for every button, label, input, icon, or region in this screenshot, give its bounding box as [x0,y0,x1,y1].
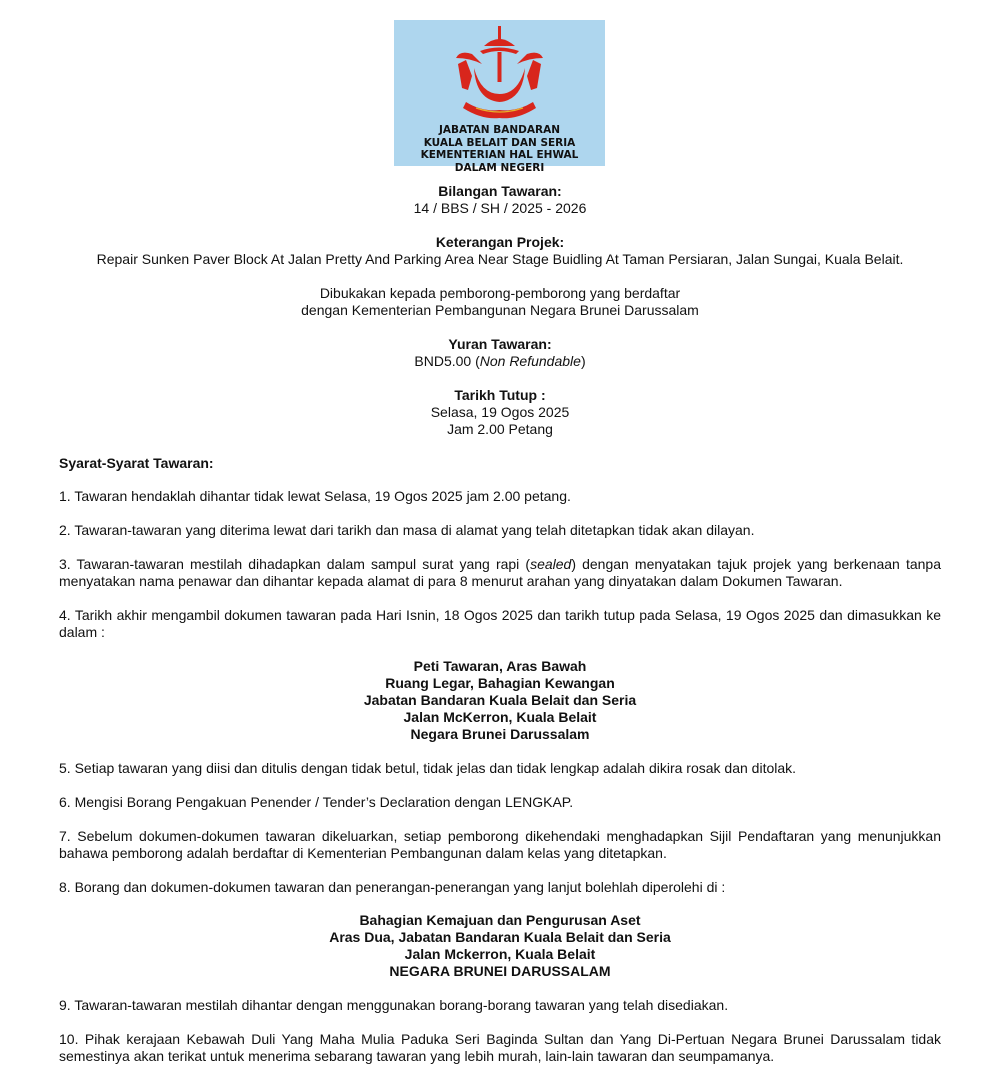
address-line: Aras Dua, Jabatan Bandaran Kuala Belait dan Seria [329,929,671,945]
address-line: Jalan McKerron, Kuala Belait [403,709,597,725]
conditions-heading: Syarat-Syarat Tawaran: [59,455,214,471]
tender-number-value: 14 / BBS / SH / 2025 - 2026 [413,200,587,216]
condition-1: 1. Tawaran hendaklah dihantar tidak lewat Selasa, 19 Ogos 2025 jam 2.00 petang. [59,488,571,504]
logo-line-2: KUALA BELAIT DAN SERIA [423,136,576,149]
tender-number-section [0,183,1000,217]
condition-3 [59,556,941,590]
closing-label: Tarikh Tutup : [454,387,546,403]
fee-section [0,336,1000,370]
condition-8: 8. Borang dan dokumen-dokumen tawaran dan penerangan-penerangan yang lanjut bolehlah diperolehi di : [59,879,726,895]
closing-section [0,387,1000,438]
fee-value [0,353,1000,370]
condition-9: 9. Tawaran-tawaran mestilah dihantar dengan menggunakan borang-borang tawaran yang telah disediakan. [59,997,729,1013]
condition-3-emphasis: sealed [530,556,572,572]
project-label: Keterangan Projek: [435,234,565,250]
logo-line-4: DALAM NEGERI [454,161,545,174]
address-line: Negara Brunei Darussalam [410,726,590,742]
closing-time: Jam 2.00 Petang [447,421,553,437]
tender-number-label: Bilangan Tawaran: [438,183,562,199]
fee-label: Yuran Tawaran: [448,336,552,352]
condition-5: 5. Setiap tawaran yang diisi dan ditulis dengan tidak betul, tidak jelas dan tidak lengkap adalah dikira rosak dan ditolak. [59,760,797,776]
address-line: NEGARA BRUNEI DARUSSALAM [389,963,611,979]
condition-4: 4. Tarikh akhir mengambil dokumen tawaran pada Hari Isnin, 18 Ogos 2025 dan tarikh tutup pada Selasa, 19 Ogos 2025 dan dimasukkan ke dalam : [59,607,941,640]
project-section [0,234,1000,268]
tender-box-address [0,658,1000,743]
eligibility-line-1: Dibukakan kepada pemborong-pemborong yang berdaftar [319,285,681,301]
document-collection-address [0,912,1000,980]
closing-date: Selasa, 19 Ogos 2025 [430,404,570,420]
logo-line-3: KEMENTERIAN HAL EHWAL [420,149,579,161]
fee-amount: BND5.00 ( [414,353,480,369]
condition-3-part-a: 3. Tawaran-tawaran mestilah dihadapkan dalam sampul surat yang rapi ( [59,556,531,572]
eligibility-section [0,285,1000,319]
fee-close: ) [580,353,586,369]
logo-line-1: JABATAN BANDARAN [438,124,561,136]
condition-7: 7. Sebelum dokumen-dokumen tawaran dikeluarkan, setiap pemborong dikehendaki menghadapkan Sijil Pendaftaran yang menunjukkan bahawa pemborong adalah berdaftar di Kementerian Pembangunan dalam kelas yang ditetapkan. [59,828,941,861]
condition-6: 6. Mengisi Borang Pengakuan Penender / Tender’s Declaration dengan LENGKAP. [59,794,574,810]
department-logo [394,20,605,174]
address-line: Peti Tawaran, Aras Bawah [413,658,587,674]
project-description: Repair Sunken Paver Block At Jalan Pretty And Parking Area Near Stage Buidling At Taman Persiaran, Jalan Sungai, Kuala Belait. [96,251,904,267]
condition-10: 10. Pihak kerajaan Kebawah Duli Yang Maha Mulia Paduka Seri Baginda Sultan dan Yang Di-Pertuan Negara Brunei Darussalam tidak semestinya akan terikat untuk menerima sebarang tawaran yang lebih murah, lain-lain tawaran dan seumpamanya. [59,1031,941,1064]
eligibility-line-2: dengan Kementerian Pembangunan Negara Brunei Darussalam [301,302,699,318]
address-line: Bahagian Kemajuan dan Pengurusan Aset [359,912,641,928]
fee-note: Non Refundable [479,353,581,369]
address-line: Jabatan Bandaran Kuala Belait dan Seria [363,692,637,708]
address-line: Ruang Legar, Bahagian Kewangan [385,675,615,691]
condition-2: 2. Tawaran-tawaran yang diterima lewat dari tarikh dan masa di alamat yang telah ditetapkan tidak akan dilayan. [59,522,755,538]
department-name [394,124,605,174]
address-line: Jalan Mckerron, Kuala Belait [404,946,596,962]
brunei-crest-icon [452,24,547,120]
condition-3-part-b: ) dengan menyatakan tajuk projek yang berkenaan tanpa menyatakan nama penawar dan dihantar kepada alamat di para 8 menurut arahan yang dinyatakan dalam Dokumen Tawaran. [59,556,941,589]
